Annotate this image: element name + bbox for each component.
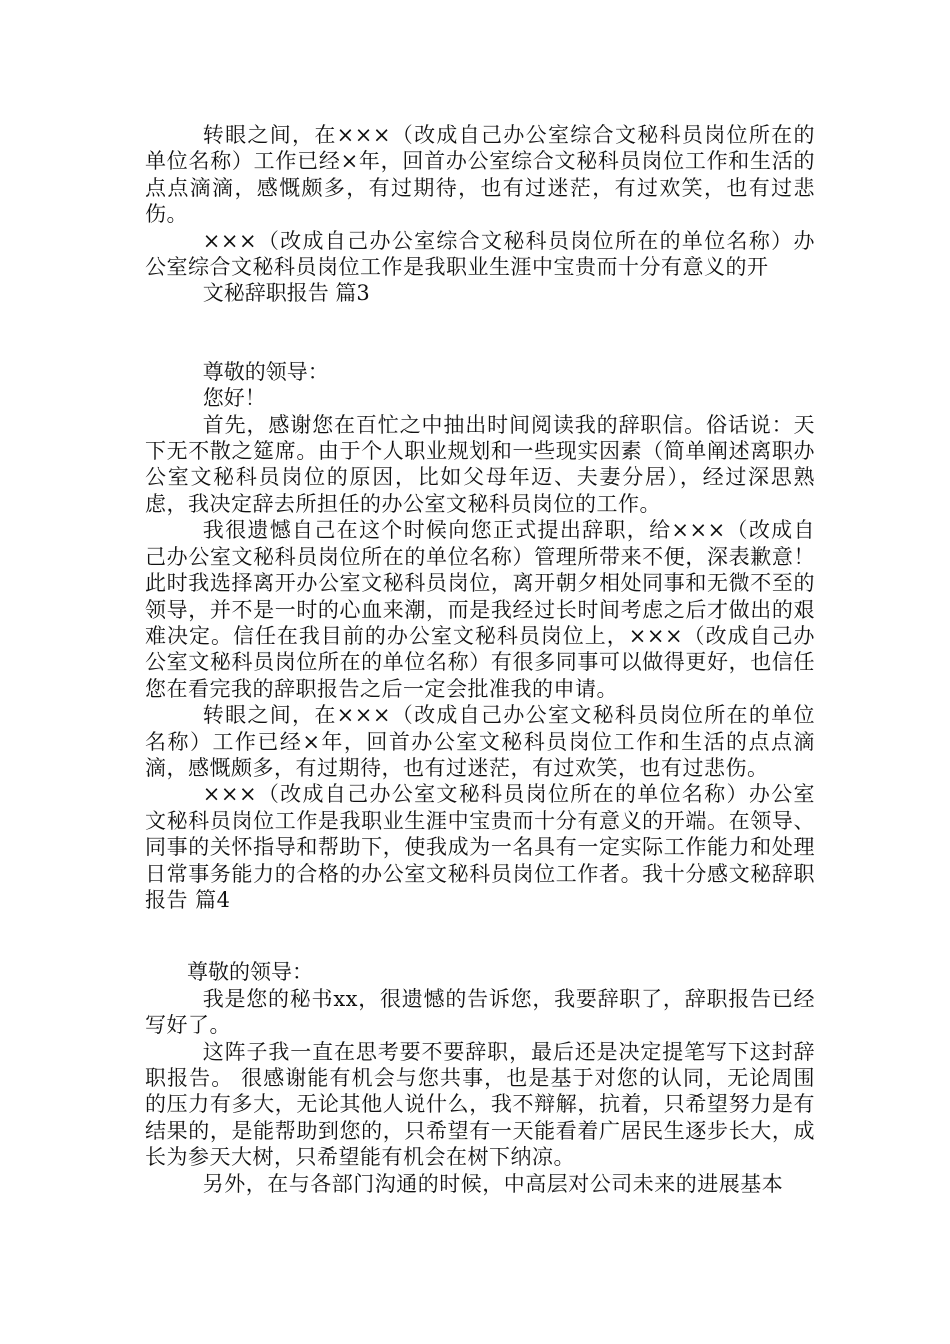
paragraph: 我是您的秘书xx，很遗憾的告诉您，我要辞职了，辞职报告已经写好了。 [145,986,815,1038]
section-heading: 文秘辞职报告 篇3 [202,281,370,306]
salutation: 尊敬的领导： [202,359,329,384]
paragraph: ×××（改成自己办公室综合文秘科员岗位所在的单位名称）办公室综合文秘科员岗位工作是我职业生涯中宝贵而十分有意义的开 [145,228,815,280]
paragraph: 首先，感谢您在百忙之中抽出时间阅读我的辞职信。俗话说：天下无不散之筵席。由于个人职业规划和一些现实因素（简单阐述离职办公室文秘科员岗位的原因，比如父母年迈、夫妻分居），经过深思熟虑，我决定辞去所担任的办公室文秘科员岗位的工作。 [145,412,815,516]
paragraph: 转眼之间，在×××（改成自己办公室综合文秘科员岗位所在的单位名称）工作已经×年，回首办公室综合文秘科员岗位工作和生活的点点滴滴，感慨颇多，有过期待，也有过迷茫，有过欢笑，也有过悲伤。 [145,123,815,227]
spacer [145,913,815,959]
paragraph: 另外，在与各部门沟通的时候，中高层对公司未来的进展基本 [202,1171,784,1196]
paragraph: ×××（改成自己办公室文秘科员岗位所在的单位名称）办公室文秘科员岗位工作是我职业生涯中宝贵而十分有意义的开端。在领导、同事的关怀指导和帮助下，使我成为一名具有一定实际工作能力和处理日常事务能力的合格的办公室文秘科员岗位工作者。我十分感文秘辞职报告 篇4 [145,782,815,912]
paragraph: 这阵子我一直在思考要不要辞职，最后还是决定提笔写下这封辞职报告。 很感谢能有机会与您共事，也是基于对您的认同，无论周围的压力有多大，无论其他人说什么，我不辩解，抗着，只希望努力是有结果的，是能帮助到您的，只希望有一天能看着广居民生逐步长大，成长为参天大树，只希望能有机会在树下纳凉。 [145,1039,815,1170]
document-page [145,122,815,1197]
paragraph: 我很遗憾自己在这个时候向您正式提出辞职，给×××（改成自己办公室文秘科员岗位所在的单位名称）管理所带来不便，深表歉意！此时我选择离开办公室文秘科员岗位，离开朝夕相处同事和无微不至的领导，并不是一时的心血来潮，而是我经过长时间考虑之后才做出的艰难决定。信任在我目前的办公室文秘科员岗位上，×××（改成自己办公室文秘科员岗位所在的单位名称）有很多同事可以做得更好，也信任您在看完我的辞职报告之后一定会批准我的申请。 [145,518,815,701]
salutation: 尊敬的领导： [187,960,313,985]
greeting: 您好！ [202,386,266,411]
spacer [145,307,815,359]
paragraph: 转眼之间，在×××（改成自己办公室文秘科员岗位所在的单位名称）工作已经×年，回首办公室文秘科员岗位工作和生活的点点滴滴，感慨颇多，有过期待，也有过迷茫，有过欢笑，也有过悲伤。 [145,703,815,780]
